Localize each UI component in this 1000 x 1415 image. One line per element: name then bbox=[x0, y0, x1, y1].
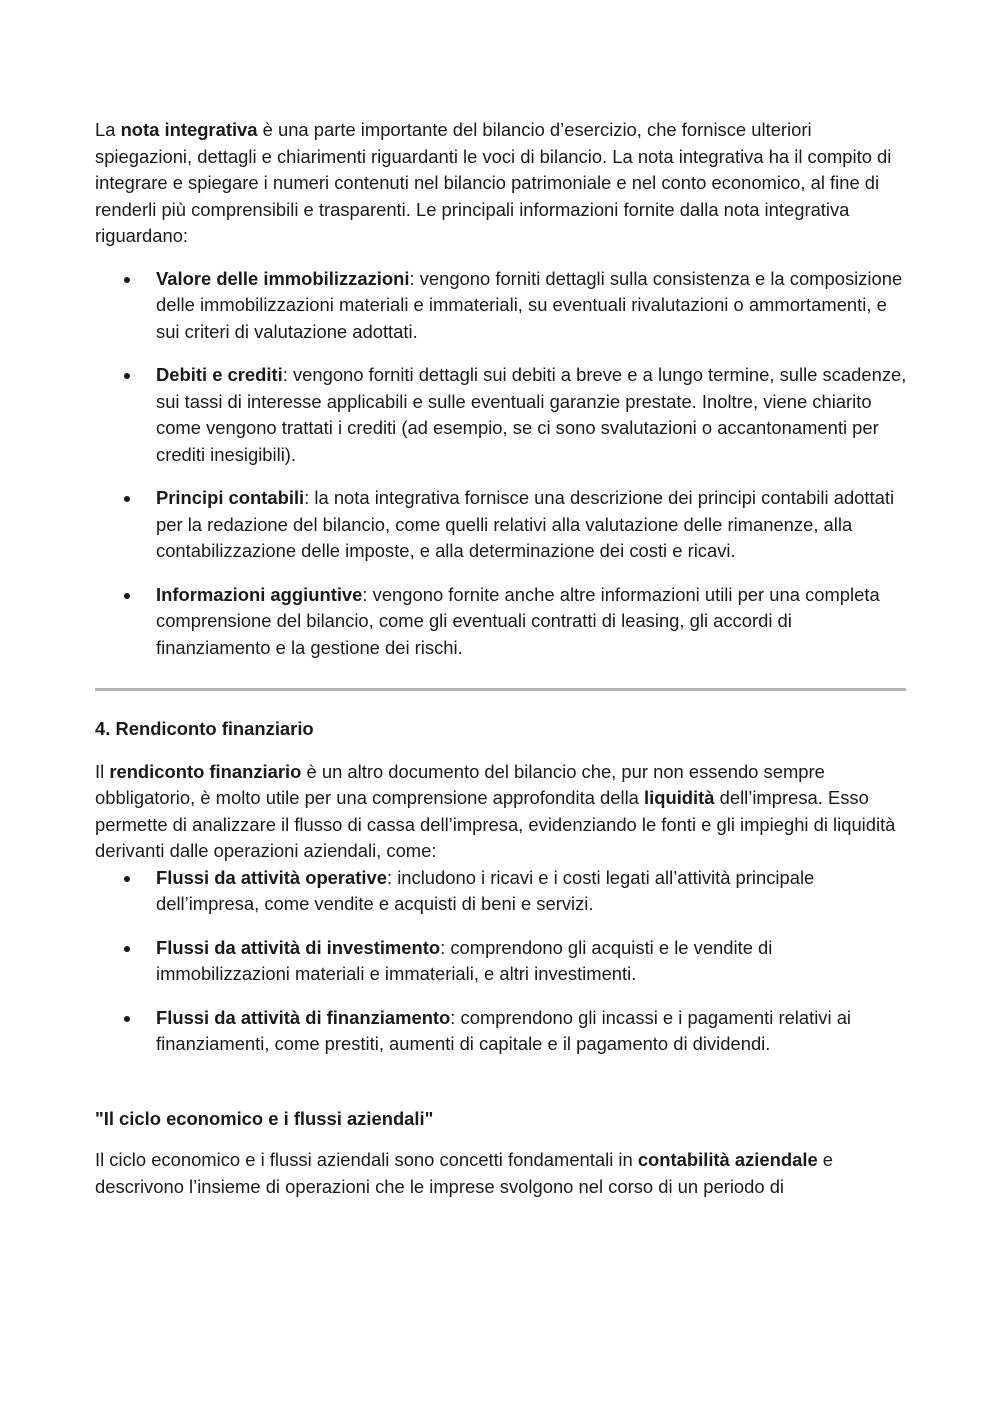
list-item bbox=[95, 266, 910, 346]
section-heading: "Il ciclo economico e i flussi aziendali" bbox=[95, 1107, 434, 1129]
item-term: Flussi da attività di investimento bbox=[156, 936, 441, 958]
bullet-icon bbox=[124, 946, 130, 952]
rendiconto-paragraph bbox=[95, 759, 910, 865]
nota-integrativa-list bbox=[95, 266, 910, 662]
item-term: Principi contabili bbox=[156, 487, 305, 508]
bold-term: nota integrativa bbox=[120, 119, 258, 140]
list-item bbox=[95, 935, 910, 988]
bullet-icon bbox=[124, 1016, 130, 1022]
item-term: Flussi da attività operative bbox=[156, 866, 387, 888]
document-page bbox=[95, 117, 910, 1200]
rendiconto-list bbox=[95, 865, 910, 1058]
horizontal-divider bbox=[95, 688, 906, 691]
bullet-icon bbox=[124, 593, 130, 599]
ciclo-paragraph bbox=[95, 1147, 910, 1200]
item-term: Informazioni aggiuntive bbox=[156, 583, 363, 605]
list-item bbox=[95, 362, 910, 468]
item-text: : vengono forniti dettagli sui debiti a breve e a lungo termine, sulle scadenze, sui tassi di interesse applicabili e sulle eventuali garanzie prestate. Inoltre, viene chiarito come vengono trattati i crediti (ad esempio, se ci sono svalutazioni o accantonamenti per crediti inesigibili). bbox=[156, 364, 907, 465]
section-heading: 4. Rendiconto finanziario bbox=[95, 718, 314, 739]
list-item bbox=[95, 1005, 910, 1058]
item-text: : comprendono gli incassi e i pagamenti relativi ai finanziamenti, come prestiti, aumenti di capitale e il pagamento di dividendi. bbox=[156, 1006, 852, 1054]
item-text: : vengono forniti dettagli sulla consistenza e la composizione delle immobilizzazioni materiali e immateriali, su eventuali rivalutazioni o ammortamenti, e sui criteri di valutazione adottati. bbox=[156, 267, 903, 342]
item-text: : includono i ricavi e i costi legati all’attività principale dell’impresa, come vendite e acquisti di beni e servizi. bbox=[156, 866, 815, 914]
list-item bbox=[95, 865, 910, 918]
bold-term: liquidità bbox=[644, 787, 715, 808]
bullet-icon bbox=[124, 373, 130, 379]
item-term: Debiti e crediti bbox=[156, 364, 283, 385]
text-run: e descrivono l’insieme di operazioni che le imprese svolgono nel corso di un periodo di bbox=[95, 1149, 834, 1197]
item-term: Flussi da attività di finanziamento bbox=[156, 1006, 451, 1028]
bold-term: contabilità aziendale bbox=[637, 1149, 818, 1170]
text-run: dell’impresa. Esso permette di analizzare il flusso di cassa dell’impresa, evidenziando le fonti e gli impieghi di liquidità derivanti dalle operazioni aziendali, come: bbox=[95, 787, 896, 861]
item-term: Valore delle immobilizzazioni bbox=[156, 267, 410, 289]
list-item bbox=[95, 485, 910, 565]
item-text: : comprendono gli acquisti e le vendite di immobilizzazioni materiali e immateriali, e altri investimenti. bbox=[156, 936, 773, 984]
text-run: La bbox=[95, 119, 121, 140]
list-item bbox=[95, 582, 910, 662]
bullet-icon bbox=[124, 496, 130, 502]
text-run: è un altro documento del bilancio che, pur non essendo sempre obbligatorio, è molto utile per una comprensione approfondita della bbox=[95, 760, 825, 808]
text-run: Il bbox=[95, 760, 110, 782]
text-run: Il ciclo economico e i flussi aziendali sono concetti fondamentali in bbox=[95, 1149, 638, 1170]
bullet-icon bbox=[124, 277, 130, 283]
bold-term: rendiconto finanziario bbox=[109, 760, 302, 782]
bullet-icon bbox=[124, 876, 130, 882]
item-text: : vengono fornite anche altre informazioni utili per una completa comprensione del bilancio, come gli eventuali contratti di leasing, gli accordi di finanziamento e la gestione dei rischi. bbox=[156, 583, 880, 658]
nota-integrativa-paragraph bbox=[95, 117, 910, 250]
item-text: : la nota integrativa fornisce una descrizione dei principi contabili adottati per la redazione del bilancio, come quelli relativi alla valutazione delle rimanenze, alla contabilizzazione delle imposte, e alla determinazione dei costi e ricavi. bbox=[156, 487, 895, 561]
text-run: è una parte importante del bilancio d’esercizio, che fornisce ulteriori spiegazioni, dettagli e chiarimenti riguardanti le voci di bilancio. La nota integrativa ha il compito di integrare e spiegare i numeri contenuti nel bilancio patrimoniale e nel conto economico, al fine di renderli più comprensibili e trasparenti. Le principali informazioni fornite dalla nota integrativa riguardano: bbox=[95, 119, 892, 246]
